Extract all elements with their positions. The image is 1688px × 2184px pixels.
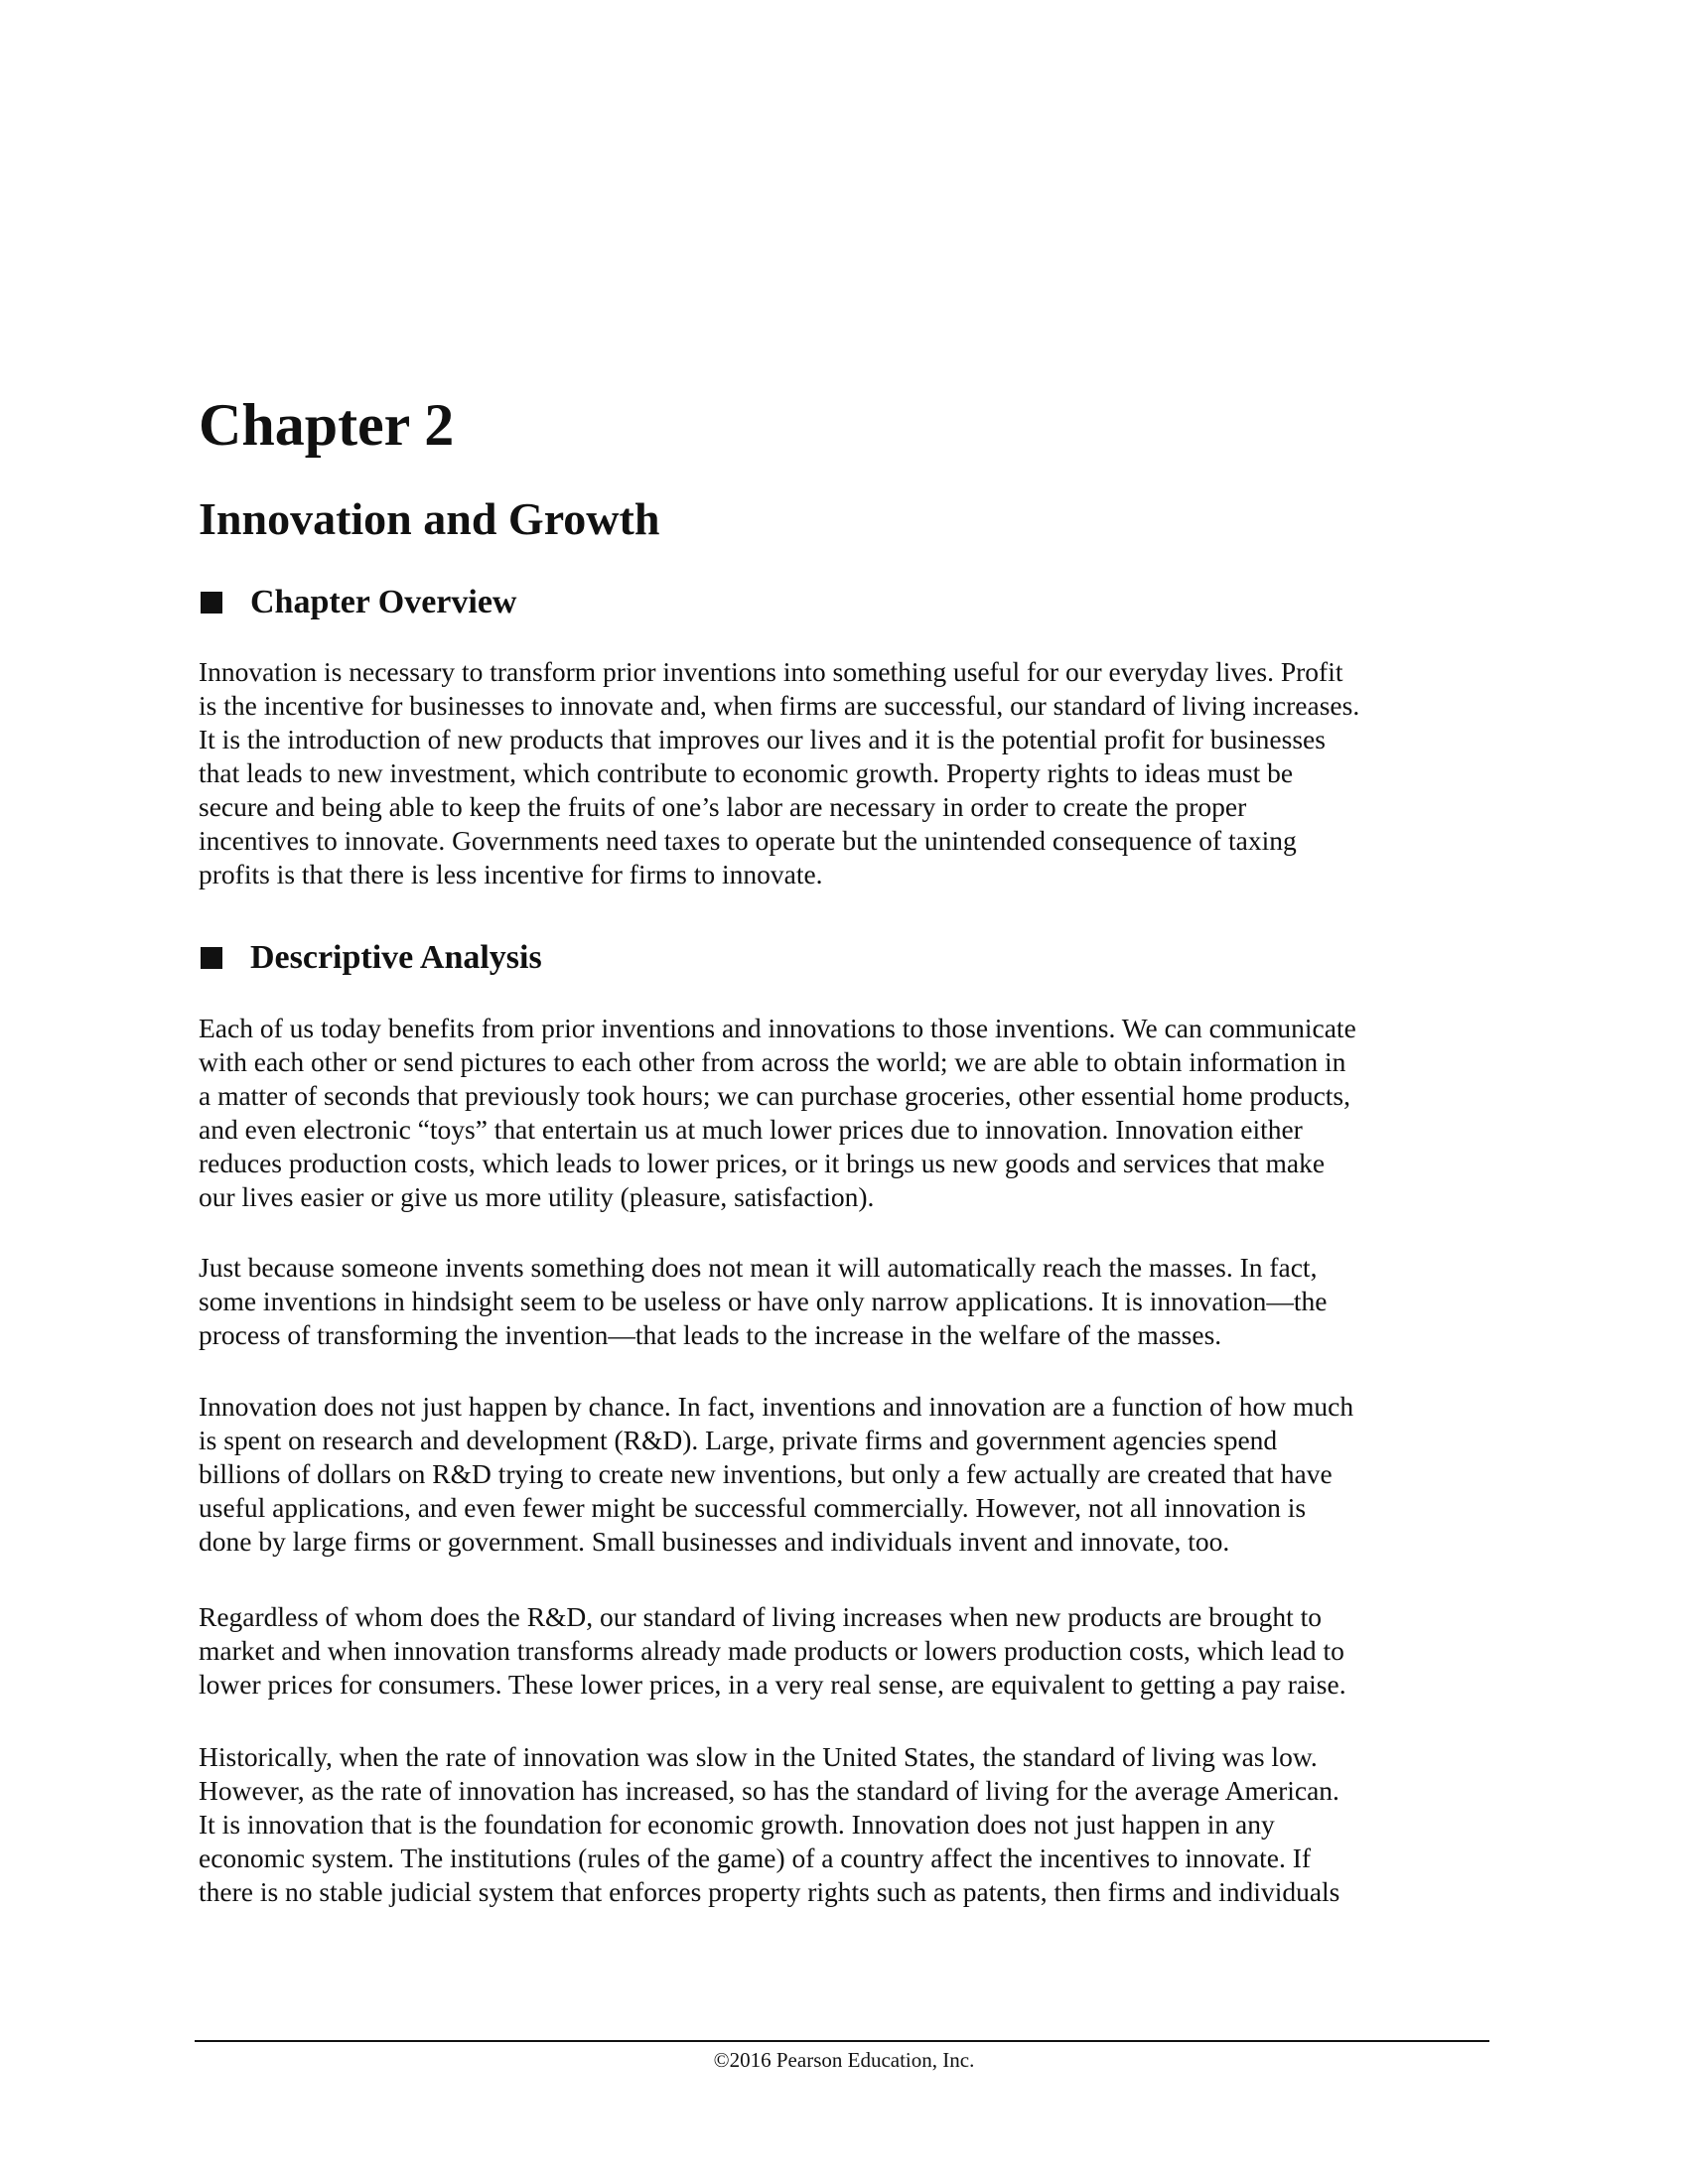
section-heading-label: Descriptive Analysis <box>250 939 542 976</box>
footer-copyright: ©2016 Pearson Education, Inc. <box>713 2048 975 2072</box>
text-line: useful applications, and even fewer might be successful commercially. However, not all innovation is <box>199 1492 1307 1523</box>
text-line: Each of us today benefits from prior inventions and innovations to those inventions. We can communicate <box>199 1013 1356 1043</box>
text-line: and even electronic “toys” that entertain us at much lower prices due to innovation. Innovation either <box>199 1114 1303 1145</box>
text-line: Historically, when the rate of innovation was slow in the United States, the standard of living was low. <box>199 1741 1318 1772</box>
text-line: process of transforming the invention—that leads to the increase in the welfare of the masses. <box>199 1319 1222 1350</box>
square-bullet-icon <box>201 947 222 969</box>
section-heading-chapter-overview <box>199 586 516 619</box>
text-line: lower prices for consumers. These lower prices, in a very real sense, are equivalent to getting a pay raise. <box>199 1669 1346 1700</box>
text-line: Innovation does not just happen by chance. In fact, inventions and innovation are a function of how much <box>199 1391 1354 1422</box>
text-line: is the incentive for businesses to innovate and, when firms are successful, our standard of living increases. <box>199 690 1360 721</box>
text-line: a matter of seconds that previously took hours; we can purchase groceries, other essential home products, <box>199 1080 1350 1111</box>
text-line: some inventions in hindsight seem to be useless or have only narrow applications. It is innovation—the <box>199 1286 1328 1316</box>
text-line: incentives to innovate. Governments need taxes to operate but the unintended consequence of taxing <box>199 825 1297 856</box>
text-line: Just because someone invents something does not mean it will automatically reach the masses. In fact, <box>199 1252 1318 1283</box>
text-line: billions of dollars on R&D trying to create new inventions, but only a few actually are created that have <box>199 1458 1333 1489</box>
analysis-paragraph-5 <box>199 1740 1339 1909</box>
text-line: Innovation is necessary to transform prior inventions into something useful for our everyday lives. Profit <box>199 656 1343 687</box>
text-line: market and when innovation transforms already made products or lowers production costs, which lead to <box>199 1635 1344 1666</box>
text-line: our lives easier or give us more utility (pleasure, satisfaction). <box>199 1181 875 1212</box>
overview-paragraph <box>199 655 1359 891</box>
chapter-label: Chapter 2 <box>199 392 455 458</box>
square-bullet-icon <box>201 592 222 614</box>
chapter-title: Innovation and Growth <box>199 493 660 544</box>
text-line: It is the introduction of new products that improves our lives and it is the potential profit for businesses <box>199 724 1326 754</box>
analysis-paragraph-1 <box>199 1012 1356 1214</box>
text-line: Regardless of whom does the R&D, our standard of living increases when new products are brought to <box>199 1601 1323 1632</box>
analysis-paragraph-3 <box>199 1390 1353 1559</box>
text-line: is spent on research and development (R&D). Large, private firms and government agencies spend <box>199 1425 1278 1455</box>
text-line: However, as the rate of innovation has increased, so has the standard of living for the average American. <box>199 1775 1339 1806</box>
section-heading-descriptive-analysis <box>199 941 542 975</box>
analysis-paragraph-4 <box>199 1600 1346 1702</box>
text-line: that leads to new investment, which contribute to economic growth. Property rights to ideas must be <box>199 757 1294 788</box>
analysis-paragraph-2 <box>199 1251 1327 1352</box>
text-line: profits is that there is less incentive for firms to innovate. <box>199 859 823 889</box>
section-heading-label: Chapter Overview <box>250 584 517 620</box>
text-line: reduces production costs, which leads to lower prices, or it brings us new goods and services that make <box>199 1148 1326 1178</box>
text-line: there is no stable judicial system that enforces property rights such as patents, then firms and individuals <box>199 1876 1340 1907</box>
footer-divider <box>195 2040 1489 2042</box>
text-line: done by large firms or government. Small businesses and individuals invent and innovate, too. <box>199 1526 1230 1557</box>
text-line: It is innovation that is the foundation for economic growth. Innovation does not just happen in any <box>199 1809 1275 1840</box>
text-line: economic system. The institutions (rules of the game) of a country affect the incentives to innovate. If <box>199 1843 1312 1873</box>
text-line: secure and being able to keep the fruits of one’s labor are necessary in order to create the proper <box>199 791 1247 822</box>
text-line: with each other or send pictures to each other from across the world; we are able to obtain information in <box>199 1046 1346 1077</box>
